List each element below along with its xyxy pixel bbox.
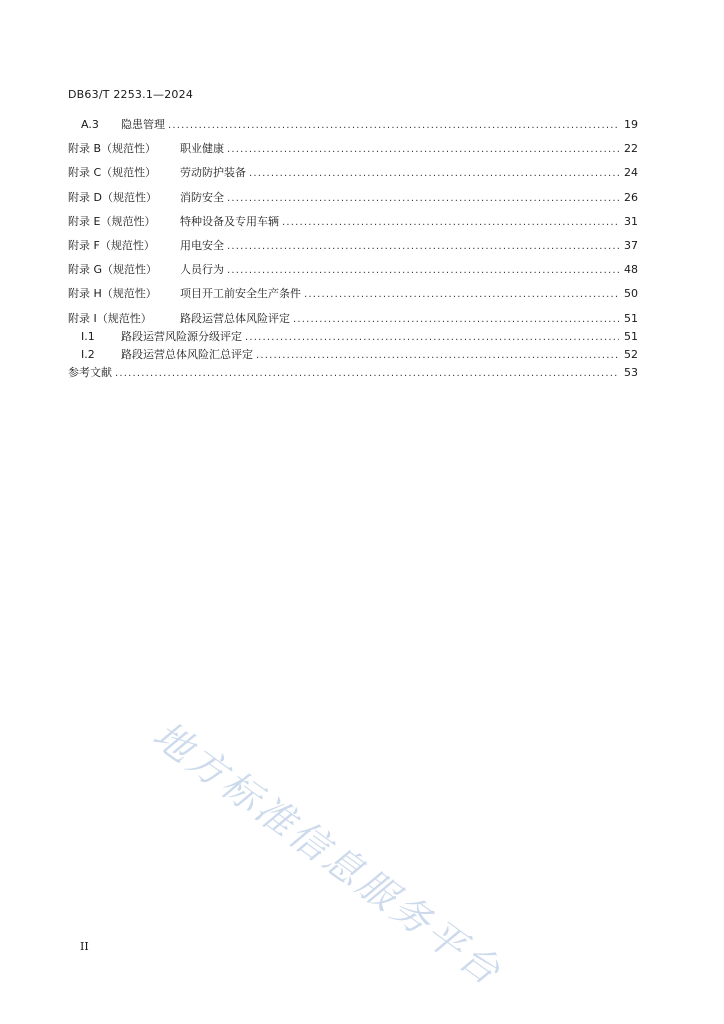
watermark: 地方标准信息服务平台 [145, 712, 511, 996]
toc-title: 路段运营总体风险评定 [180, 311, 290, 325]
toc-entry-appendix-d[interactable] [68, 191, 638, 215]
toc-title: 路段运营风险源分级评定 [121, 329, 242, 343]
toc-entry-appendix-f[interactable] [68, 239, 638, 263]
toc-section-number: A.3 [81, 118, 99, 131]
toc-entry-a3[interactable] [68, 118, 638, 142]
toc-appendix-label: 附录 E（规范性） [68, 214, 156, 228]
toc-section-number: I.1 [81, 329, 95, 343]
toc-title: 参考文献 [68, 366, 112, 380]
toc-title: 路段运营总体风险汇总评定 [121, 348, 253, 362]
toc-title: 用电安全 [180, 238, 224, 252]
toc-entry-i1[interactable] [68, 330, 638, 348]
toc-title: 项目开工前安全生产条件 [180, 287, 301, 301]
toc-page-number: 48 [624, 263, 638, 277]
toc-appendix-label: 附录 I（规范性） [68, 311, 152, 325]
toc-page-number: 51 [624, 329, 638, 343]
standard-code: DB63/T 2253.1—2024 [68, 88, 194, 101]
toc-appendix-label: 附录 B（规范性） [68, 142, 157, 156]
toc-leader-dots [227, 143, 619, 157]
toc-entry-appendix-g[interactable] [68, 263, 638, 287]
toc-leader-dots [249, 167, 619, 181]
table-of-contents [68, 118, 638, 391]
toc-leader-dots [282, 216, 619, 230]
toc-page-number: 50 [624, 287, 638, 301]
toc-leader-dots [227, 264, 619, 278]
toc-leader-dots [227, 192, 619, 206]
toc-title: 劳动防护装备 [180, 166, 246, 180]
toc-leader-dots [304, 288, 619, 302]
toc-page-number: 37 [624, 238, 638, 252]
toc-appendix-label: 附录 C（规范性） [68, 166, 157, 180]
toc-page-number: 26 [624, 190, 638, 204]
toc-leader-dots [245, 331, 619, 345]
toc-appendix-label: 附录 F（规范性） [68, 238, 155, 252]
toc-entry-references[interactable] [68, 366, 638, 390]
toc-leader-dots [115, 367, 619, 381]
toc-entry-i2[interactable] [68, 348, 638, 366]
toc-page-number: 51 [624, 311, 638, 325]
toc-page-number: 22 [624, 142, 638, 156]
toc-page-number: 19 [624, 118, 638, 131]
toc-title: 人员行为 [180, 263, 224, 277]
toc-appendix-label: 附录 H（规范性） [68, 287, 157, 301]
toc-entry-appendix-i[interactable] [68, 312, 638, 330]
toc-section-number: I.2 [81, 348, 95, 362]
toc-entry-appendix-c[interactable] [68, 166, 638, 190]
toc-title: 消防安全 [180, 190, 224, 204]
toc-appendix-label: 附录 D（规范性） [68, 190, 157, 204]
toc-page-number: 31 [624, 214, 638, 228]
toc-leader-dots [293, 313, 619, 327]
toc-title: 特种设备及专用车辆 [180, 214, 279, 228]
toc-entry-appendix-e[interactable] [68, 215, 638, 239]
toc-title: 职业健康 [180, 142, 224, 156]
toc-page-number: 53 [624, 366, 638, 380]
toc-leader-dots [256, 349, 619, 363]
toc-leader-dots [227, 240, 619, 254]
page-number: II [80, 940, 89, 953]
toc-leader-dots [168, 119, 619, 133]
toc-page-number: 52 [624, 348, 638, 362]
toc-appendix-label: 附录 G（规范性） [68, 263, 158, 277]
toc-entry-appendix-b[interactable] [68, 142, 638, 166]
toc-page-number: 24 [624, 166, 638, 180]
toc-entry-appendix-h[interactable] [68, 287, 638, 311]
toc-title: 隐患管理 [121, 118, 165, 131]
